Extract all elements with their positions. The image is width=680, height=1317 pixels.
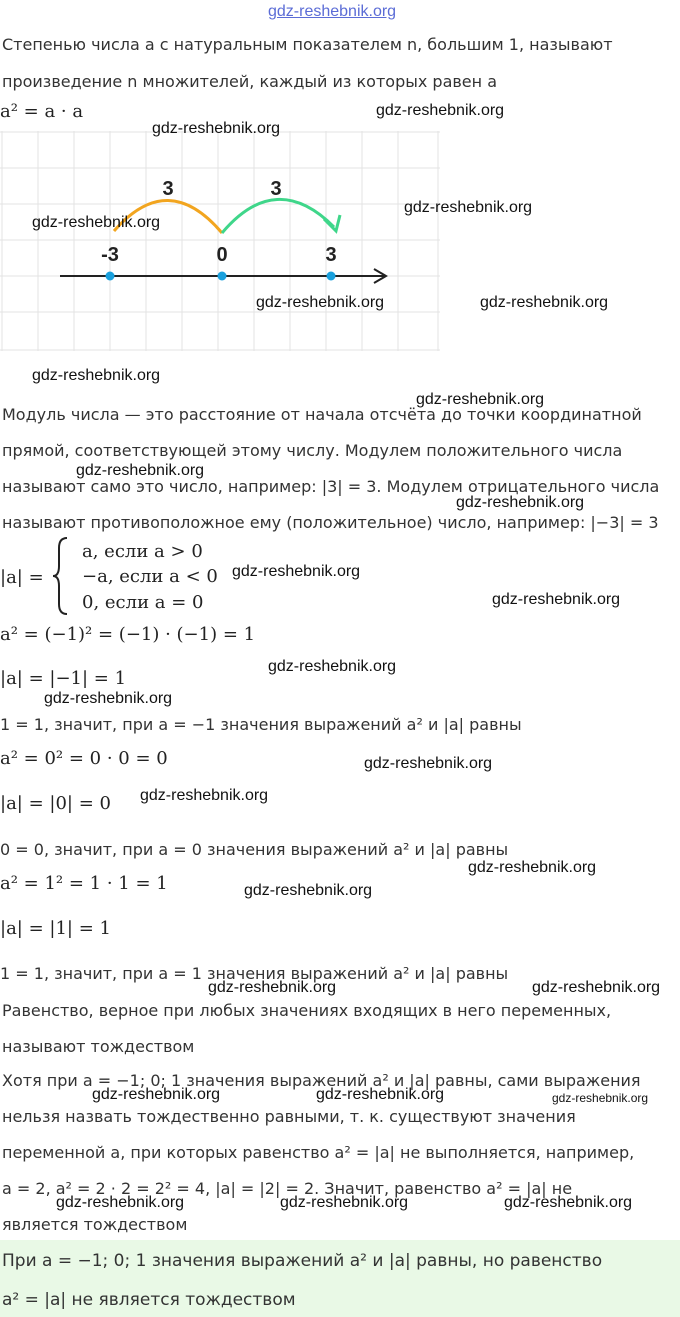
watermark: gdz-reshebnik.org: [532, 979, 661, 996]
watermark: gdz-reshebnik.org: [316, 1086, 445, 1103]
watermark: gdz-reshebnik.org: [44, 690, 173, 707]
intro-line-2: произведение n множителей, каждый из которых равен a: [2, 72, 497, 91]
grid: [0, 131, 440, 351]
step-abs-0: |a| = |0| = 0: [0, 793, 111, 814]
piecewise-lhs: |a| =: [0, 567, 44, 588]
watermark: gdz-reshebnik.org: [244, 882, 373, 899]
step-square-0: a² = 0² = 0 · 0 = 0: [0, 748, 168, 769]
watermark: gdz-reshebnik.org: [504, 1194, 633, 1211]
intro-formula: a² = a · a: [0, 101, 84, 122]
tick-label-3: 3: [325, 244, 337, 266]
watermark: gdz-reshebnik.org: [232, 563, 361, 580]
identity-line-6: a = 2, a² = 2 · 2 = 2² = 4, |a| = |2| = 2. Значит, равенство a² = |a| не: [2, 1179, 573, 1198]
watermark: gdz-reshebnik.org: [456, 494, 585, 511]
step-square-1: a² = 1² = 1 · 1 = 1: [0, 873, 168, 894]
modulus-line-4: называют противоположное ему (положительное) число, например: |−3| = 3: [2, 513, 659, 532]
watermark: gdz-reshebnik.org: [208, 979, 337, 996]
number-line-figure: [0, 131, 442, 353]
watermark-small: gdz-reshebnik.org: [552, 1091, 649, 1105]
intro-line-1: Степенью числа a с натуральным показателем n, большим 1, называют: [2, 35, 613, 54]
watermark: gdz-reshebnik.org: [492, 591, 621, 608]
identity-line-2: называют тождеством: [2, 1037, 195, 1056]
step-compare-0: 0 = 0, значит, при a = 0 значения выражений a² и |a| равны: [0, 840, 509, 859]
answer-line-2: a² = |a| не является тождеством: [2, 1290, 296, 1310]
watermark: gdz-reshebnik.org: [256, 294, 385, 311]
step-compare-minus-1: 1 = 1, значит, при a = −1 значения выражений a² и |a| равны: [0, 715, 522, 734]
modulus-line-1: Модуль числа — это расстояние от начала отсчёта до точки координатной: [2, 405, 642, 424]
watermark: gdz-reshebnik.org: [76, 462, 205, 479]
watermark: gdz-reshebnik.org: [140, 787, 269, 804]
step-abs-1: |a| = |1| = 1: [0, 918, 111, 939]
point-3: [327, 272, 336, 281]
identity-line-3: Хотя при a = −1; 0; 1 значения выражений a² и |a| равны, сами выражения: [2, 1071, 641, 1090]
point-minus-3: [106, 272, 115, 281]
watermark: gdz-reshebnik.org: [268, 658, 397, 675]
modulus-line-2: прямой, соответствующей этому числу. Модулем положительного числа: [2, 441, 623, 460]
piecewise-case-1: a, если a > 0: [82, 541, 203, 562]
identity-line-1: Равенство, верное при любых значениях входящих в него переменных,: [2, 1001, 612, 1020]
watermark: gdz-reshebnik.org: [152, 120, 281, 137]
tick-label-minus-3: -3: [101, 244, 119, 266]
piecewise-case-3: 0, если a = 0: [82, 592, 204, 613]
answer-line-1: При a = −1; 0; 1 значения выражений a² и |a| равны, но равенство: [2, 1251, 603, 1271]
watermark: gdz-reshebnik.org: [468, 859, 597, 876]
piecewise-brace: [52, 536, 70, 616]
watermark: gdz-reshebnik.org: [376, 102, 505, 119]
watermark: gdz-reshebnik.org: [364, 755, 493, 772]
point-0: [218, 272, 227, 281]
watermark-top-link[interactable]: gdz-reshebnik.org: [268, 3, 397, 20]
watermark: gdz-reshebnik.org: [32, 214, 161, 231]
watermark: gdz-reshebnik.org: [92, 1086, 221, 1103]
watermark: gdz-reshebnik.org: [280, 1194, 409, 1211]
step-abs-minus-1: |a| = |−1| = 1: [0, 668, 127, 689]
modulus-line-3: называют само это число, например: |3| = 3. Модулем отрицательного числа: [2, 477, 660, 496]
watermark: gdz-reshebnik.org: [416, 391, 545, 408]
tick-label-0: 0: [216, 244, 228, 266]
identity-line-7: является тождеством: [2, 1215, 188, 1234]
watermark: gdz-reshebnik.org: [480, 294, 609, 311]
step-compare-1: 1 = 1, значит, при a = 1 значения выражений a² и |a| равны: [0, 964, 509, 983]
jump-label-right: 3: [270, 178, 282, 200]
identity-line-4: нельзя назвать тождественно равными, т. к. существуют значения: [2, 1107, 576, 1126]
step-square-minus-1: a² = (−1)² = (−1) · (−1) = 1: [0, 624, 256, 645]
watermark: gdz-reshebnik.org: [56, 1194, 185, 1211]
jump-label-left: 3: [162, 178, 174, 200]
watermark: gdz-reshebnik.org: [32, 367, 161, 384]
piecewise-case-2: −a, если a < 0: [82, 566, 218, 587]
identity-line-5: переменной a, при которых равенство a² = |a| не выполняется, например,: [2, 1143, 635, 1162]
watermark: gdz-reshebnik.org: [404, 199, 533, 216]
